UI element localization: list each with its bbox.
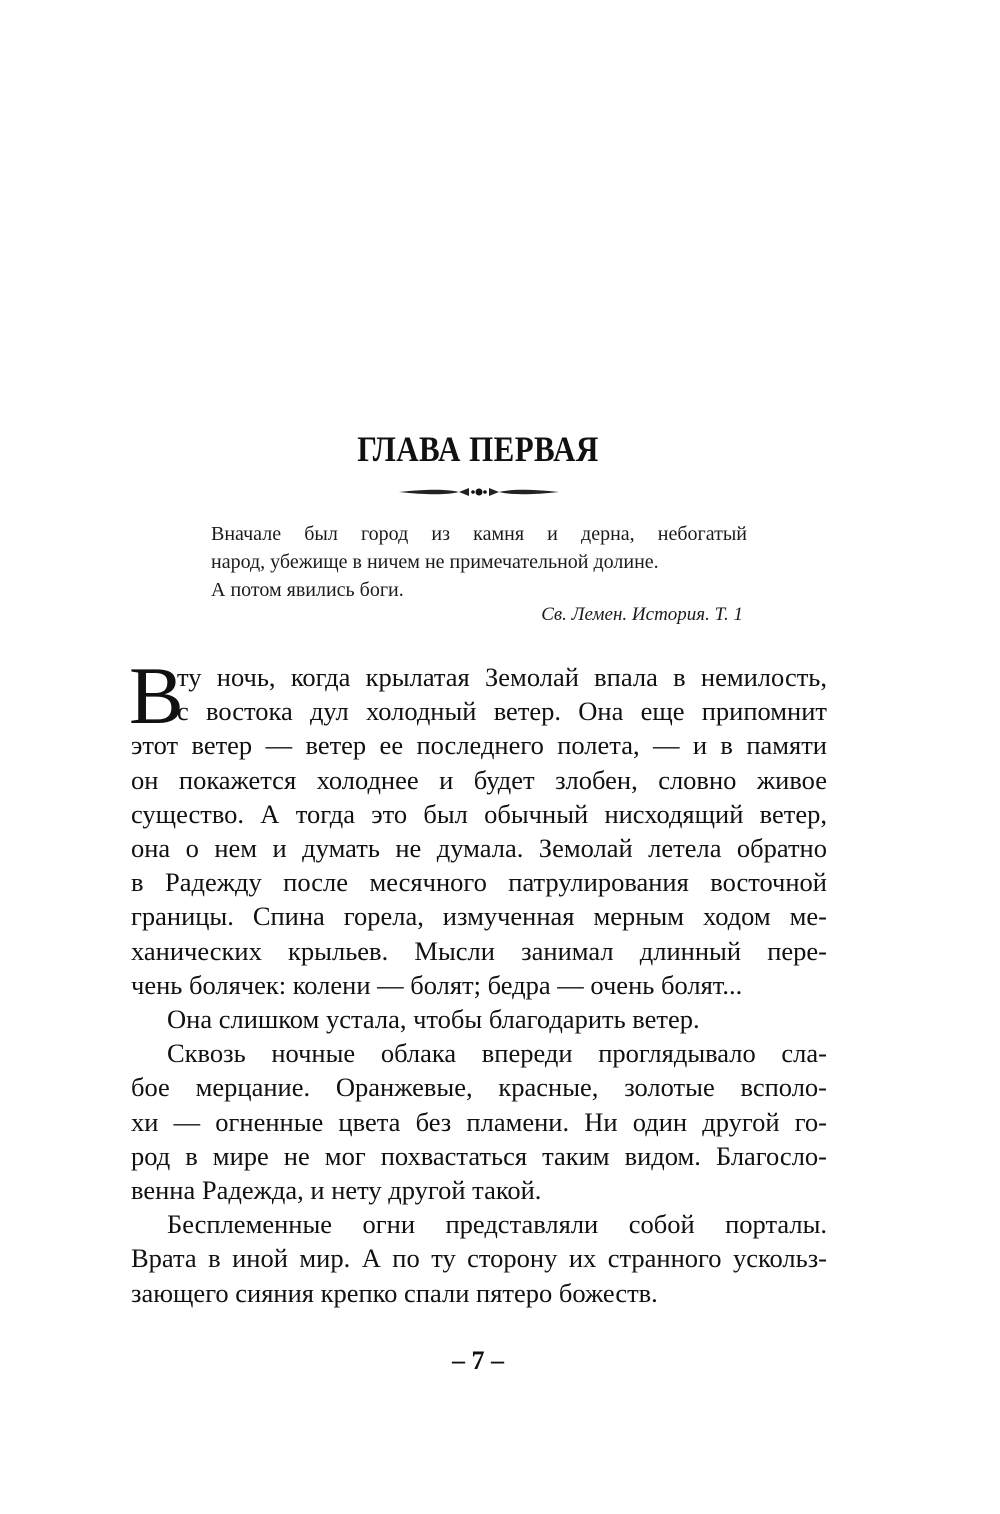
epigraph-line: народ, убежище в ничем не примечательной долине. [211,551,659,573]
text-line: этот ветер — ветер ее последнего полета, — и в памяти [131,730,827,761]
text-line: ту ночь, когда крылатая Земолай впала в немилость, [177,662,827,692]
epigraph-line: Вначале был город из камня и дерна, небогатый [211,523,747,545]
text-line: венна Радежда, и нету другой такой. [131,1175,542,1206]
text-line: Она слишком устала, чтобы благодарить ветер. [167,1004,700,1035]
text-line: Врата в иной мир. А по ту сторону их странного ускольз- [131,1243,827,1274]
epigraph-line: А потом явились боги. [211,579,404,601]
text-line: с востока дул холодный ветер. Она еще припомнит [177,696,827,727]
text-line: границы. Спина горела, измученная мерным ходом ме- [131,901,827,932]
text-line: чень болячек: колени — болят; бедра — очень болят... [131,969,743,1000]
text-line: род в мире не мог похвастаться таким видом. Благосло- [131,1140,827,1171]
page-number: – 7 – [452,1346,504,1375]
body-text [129,650,827,1310]
text-line: зающего сияния крепко спали пятеро божеств. [131,1277,658,1308]
epigraph [211,520,771,604]
text-line: Бесплеменные огни представляли собой порталы. [167,1209,827,1240]
text-line: ханических крыльев. Мысли занимал длинный пере- [131,935,827,966]
epigraph-attribution: Св. Лемен. История. Т. 1 [541,604,743,625]
chapter-title: ГЛАВА ПЕРВАЯ [357,429,599,469]
text-line: она о нем и думать не думала. Земолай летела обратно [131,833,827,864]
text-line: существо. А тогда это был обычный нисходящий ветер, [131,798,827,829]
text-line: Сквозь ночные облака впереди проглядывало сла- [167,1038,827,1069]
drop-cap: В [129,650,184,741]
text-line: он покажется холоднее и будет злобен, словно живое [131,764,827,795]
text-line: хи — огненные цвета без пламени. Ни один другой го- [131,1106,827,1137]
text-line: бое мерцание. Оранжевые, красные, золотые всполо- [131,1072,827,1103]
text-line: в Радежду после месячного патрулирования восточной [131,867,827,898]
ornamental-divider-icon [397,482,561,502]
